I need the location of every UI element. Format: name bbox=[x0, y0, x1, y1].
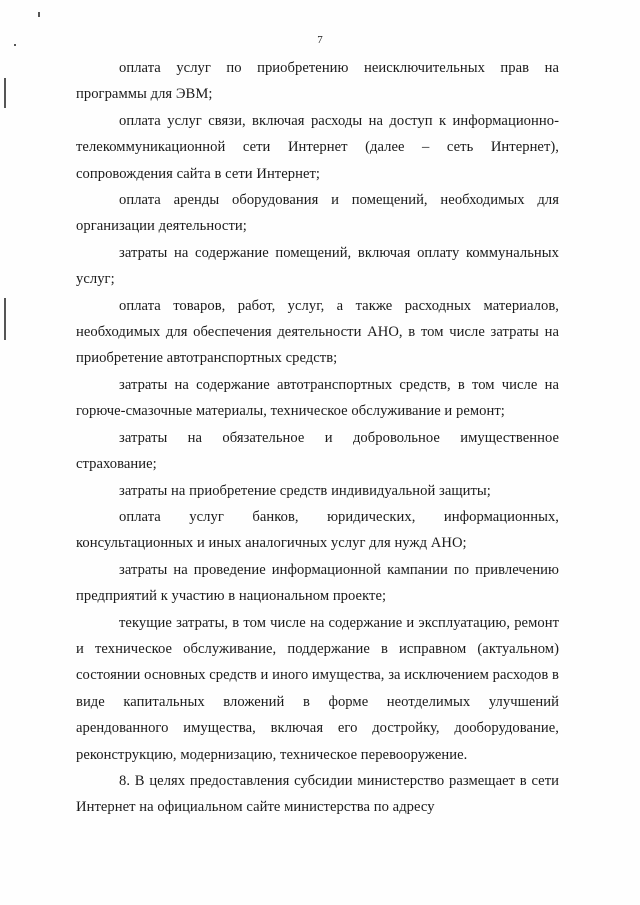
paragraph: затраты на проведение информационной кампании по привлечению предприятий к участию в национальном проекте; bbox=[76, 561, 559, 605]
paragraph: оплата услуг по приобретению неисключительных прав на программы для ЭВМ; bbox=[76, 60, 559, 103]
paragraph: оплата аренды оборудования и помещений, необходимых для организации деятельности; bbox=[76, 192, 559, 235]
paragraph: оплата услуг банков, юридических, информационных, консультационных и иных аналогичных услуг для нужд АНО; bbox=[76, 508, 559, 552]
scan-artifact-mark bbox=[4, 298, 6, 340]
paragraph: текущие затраты, в том числе на содержание и эксплуатацию, ремонт и техническое обслуживание, поддержание в исправном (актуальном) состоянии основных средств и иного имущества, за исключением расходов в виде капитальных вложений в форме неотделимых улучшений арендованного имущества, включая его достройку, дооборудование, реконструкцию, модернизацию, техническое перевооружение. bbox=[76, 614, 559, 763]
paragraph: затраты на содержание автотранспортных средств, в том числе на горюче-смазочные материалы, техническое обслуживание и ремонт; bbox=[76, 376, 559, 420]
document-body bbox=[76, 55, 559, 821]
paragraph: оплата товаров, работ, услуг, а также расходных материалов, необходимых для обеспечения деятельности АНО, в том числе затраты на приобретение автотранспортных средств; bbox=[76, 297, 559, 367]
paragraph: затраты на приобретение средств индивидуальной защиты; bbox=[119, 482, 491, 499]
scan-artifact-mark bbox=[38, 12, 40, 17]
scan-artifact-mark bbox=[4, 78, 6, 108]
page-number: 7 bbox=[317, 34, 323, 46]
paragraph: затраты на содержание помещений, включая оплату коммунальных услуг; bbox=[76, 244, 559, 288]
paragraph: оплата услуг связи, включая расходы на доступ к информационно-телекоммуникационной сети Интернет (далее – сеть Интернет), сопровождения сайта в сети Интернет; bbox=[76, 112, 559, 182]
paragraph: затраты на обязательное и добровольное имущественное страхование; bbox=[76, 429, 559, 473]
paragraph: 8. В целях предоставления субсидии министерство размещает в сети Интернет на официальном сайте министерства по адресу bbox=[76, 772, 559, 816]
